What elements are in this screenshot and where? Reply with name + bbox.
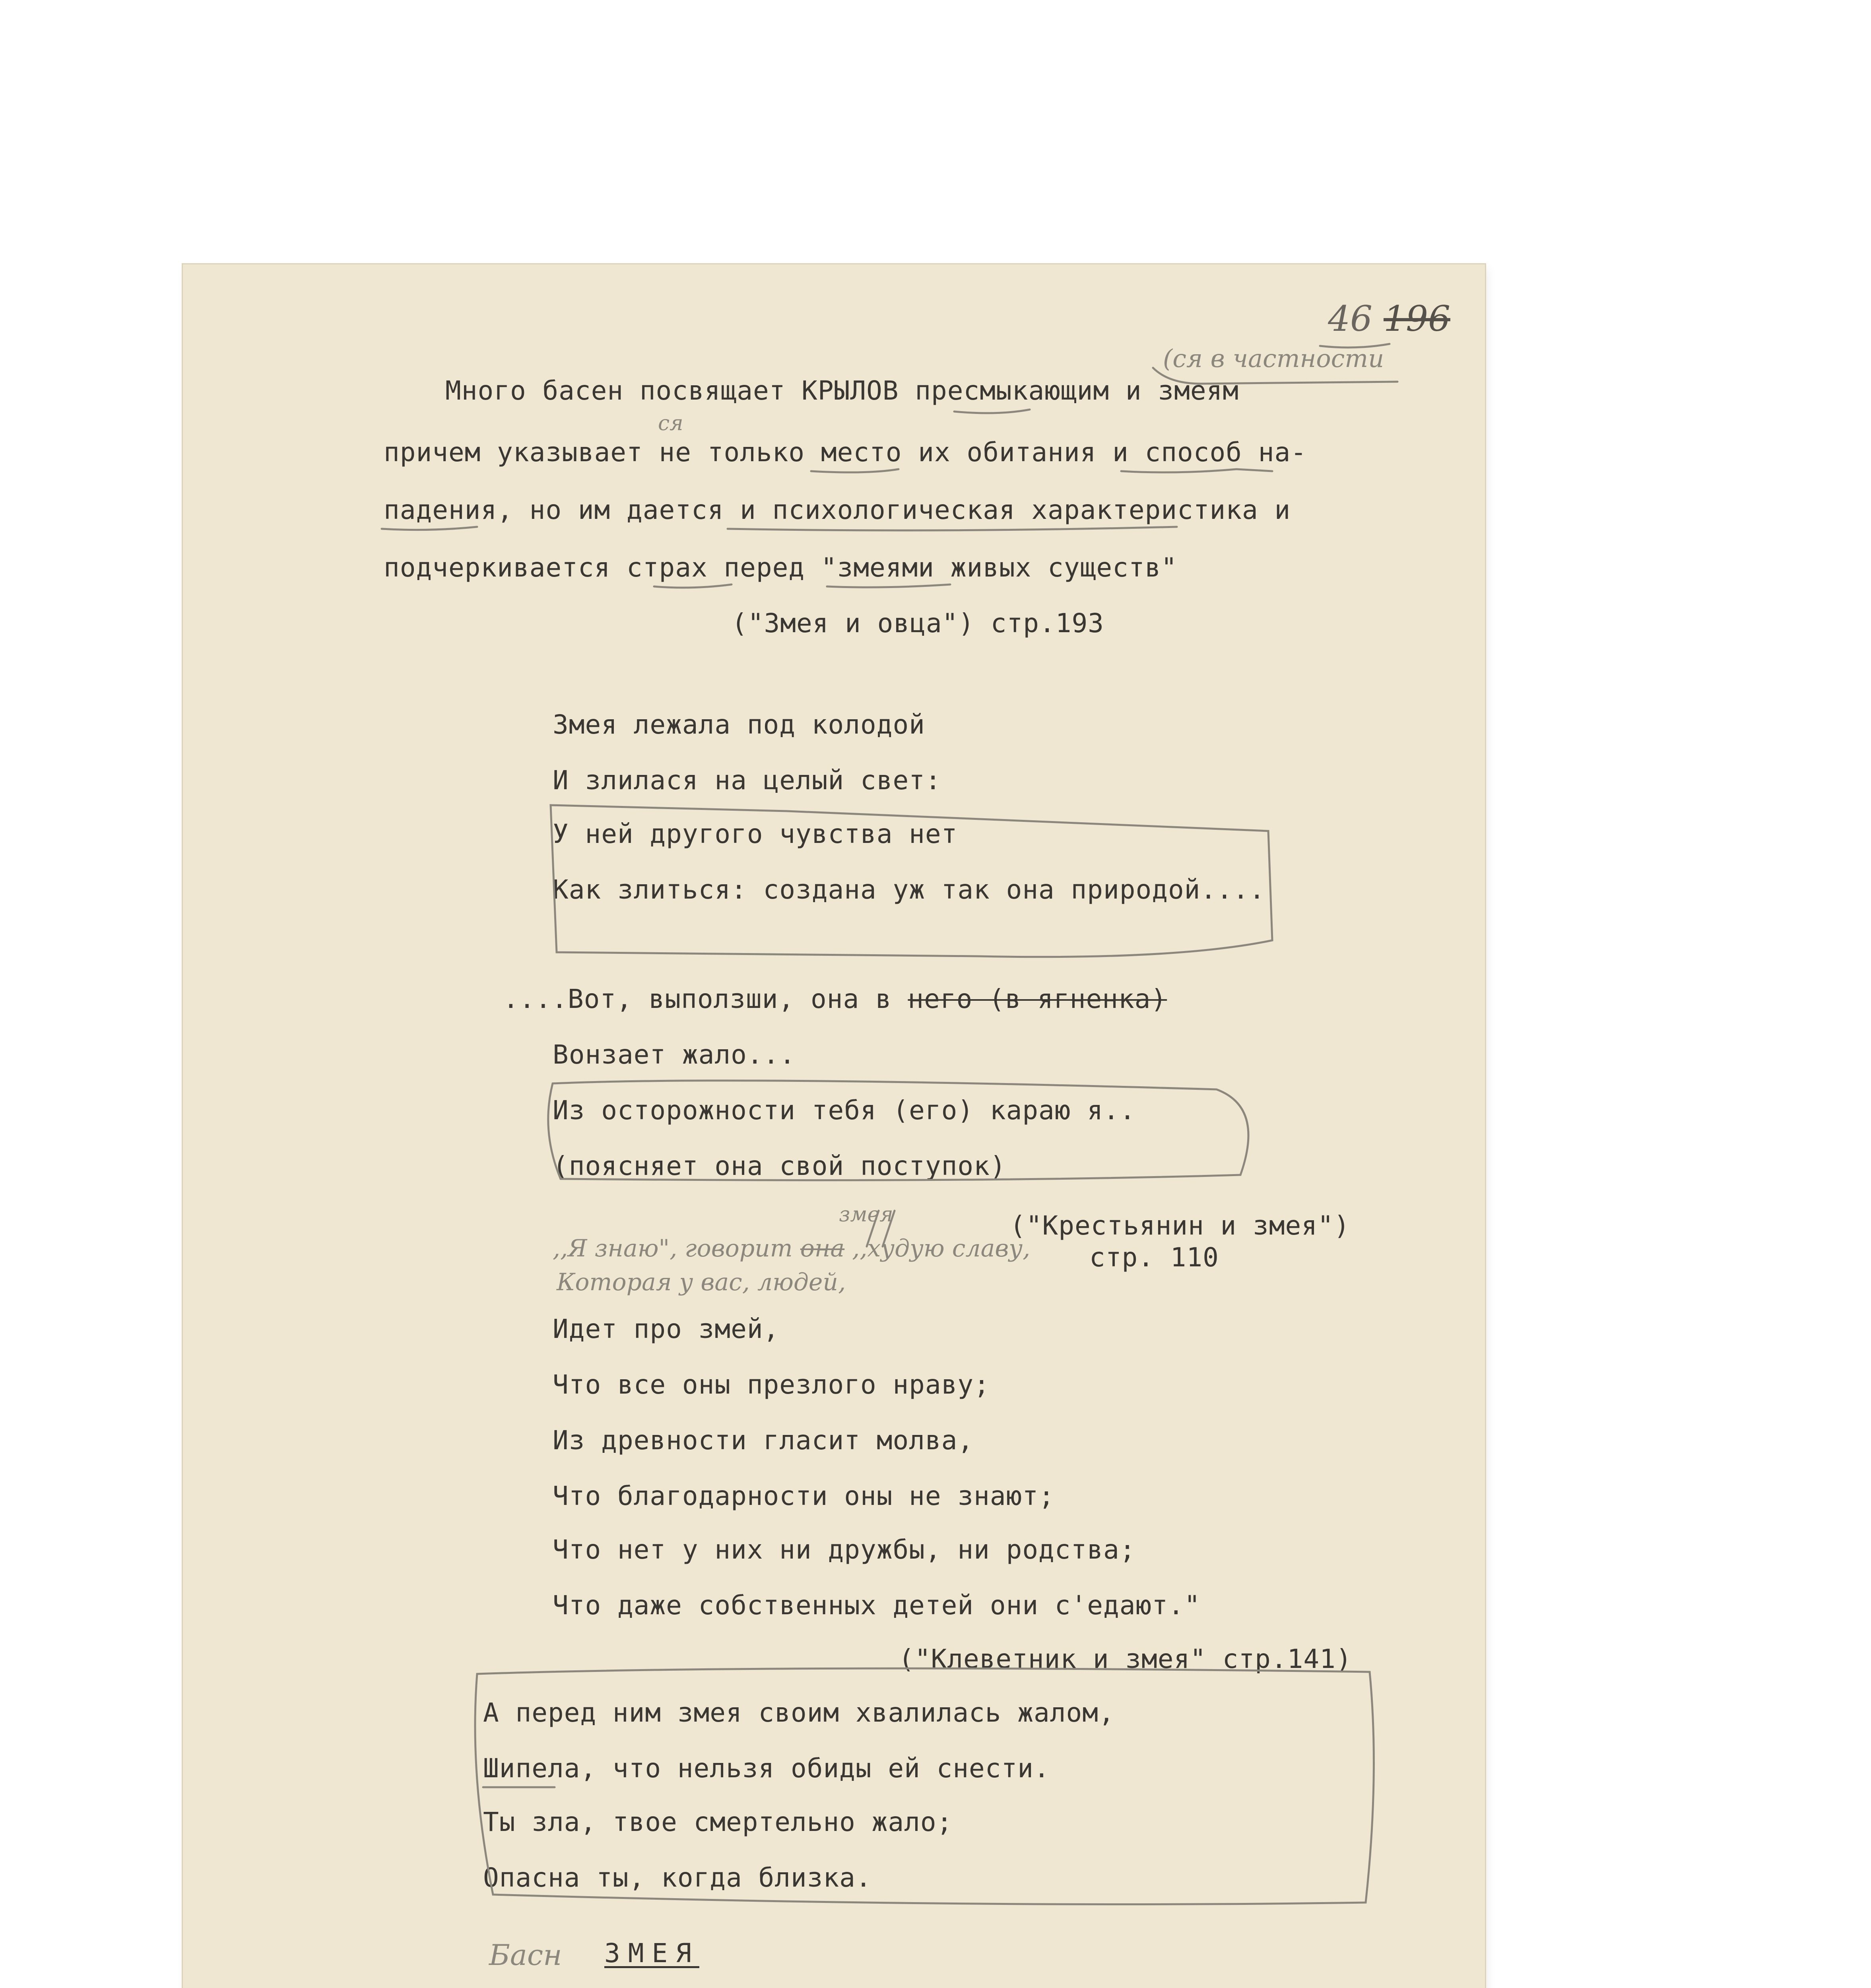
pencil-markings <box>183 264 1485 1988</box>
fable2-line-3: Из древности гласит молва, <box>553 1425 974 1456</box>
fable1-line-1: Змея лежала под колодой <box>553 709 925 740</box>
pencil-note-1-a: ,,Я знаю", говорит <box>553 1235 793 1262</box>
pencil-box <box>551 805 1272 957</box>
page-number-struck: 196 <box>1383 298 1450 339</box>
annotation-sya: ся <box>658 412 683 435</box>
fable2-line-1: Идет про змей, <box>553 1314 780 1344</box>
fable2-line-6: Что даже собственных детей они с'едают." <box>553 1590 1201 1621</box>
pencil-insert-zmeya: змея <box>839 1203 893 1227</box>
pencil-mark <box>728 527 1177 530</box>
intro-line-4: подчеркивается страх перед "змеями живых существ" <box>384 552 1178 583</box>
pencil-note-1-struck: она <box>800 1235 845 1262</box>
page-number-current: 46 <box>1328 298 1372 339</box>
fable1-line-6: Вонзает жало... <box>553 1039 796 1070</box>
fable2-source: ("Крестьянин и змея") <box>1010 1210 1350 1241</box>
pencil-box <box>548 1081 1248 1180</box>
intro-line-3: падения, но им дается и психологическая характеристика и <box>384 495 1291 525</box>
pencil-label-basn: Басн <box>489 1938 562 1972</box>
fable3-line-4: Опасна ты, когда близка. <box>483 1862 872 1893</box>
fable3-source: ("Клеветник и змея" стр.141) <box>899 1644 1352 1674</box>
fable3-line-3: Ты зла, твое смертельно жало; <box>483 1807 953 1837</box>
fable2-page: стр. 110 <box>1089 1242 1219 1273</box>
annotation-v-chastnosti: (ся в частности <box>1163 344 1384 373</box>
fable1-line-2: И злилася на целый свет: <box>553 765 941 796</box>
intro-line-1: Много басен посвящает КРЫЛОВ пресмыкающим и змеям <box>445 375 1239 406</box>
fable1-line-5-prefix: ....Вот, выползши, она в <box>503 984 908 1014</box>
fable3-line-1: А перед ним змея своим хвалилась жалом, <box>483 1697 1115 1728</box>
fable1-line-8: (поясняет она свой поступок) <box>553 1151 1006 1181</box>
pencil-mark <box>954 410 1030 413</box>
fable3-line-2-text: Шипела, что нельзя обиды ей снести. <box>483 1753 1050 1784</box>
fable2-line-2: Что все оны презлого нраву; <box>553 1369 990 1400</box>
pencil-mark <box>1153 368 1397 384</box>
fable1-line-5-struck: него (в ягненка) <box>908 984 1167 1014</box>
fable2-line-5: Что нет у них ни дружбы, ни родства; <box>553 1534 1136 1565</box>
pencil-note-line-2: Которая у вас, людей, <box>557 1268 846 1296</box>
pencil-mark <box>382 527 477 530</box>
pencil-mark <box>867 1211 895 1246</box>
pencil-box <box>475 1668 1374 1904</box>
fable1-line-4: Как злиться: создана уж так она природой.... <box>553 874 1265 905</box>
intro-line-2: причем указывает не только место их обитания и способ на- <box>384 437 1307 468</box>
document-page <box>183 264 1485 1988</box>
pencil-note-1-b: ,,худую славу, <box>852 1235 1031 1262</box>
pencil-mark <box>1320 344 1390 348</box>
fable4-title: ЗМЕЯ <box>604 1938 699 1969</box>
fable2-line-4: Что благодарности оны не знают; <box>553 1481 1055 1511</box>
fable1-line-7: Из осторожности тебя (его) караю я.. <box>553 1095 1136 1126</box>
pencil-mark <box>811 469 1272 472</box>
pencil-mark <box>654 584 950 588</box>
fable1-source: ("Змея и овца") стр.193 <box>732 608 1104 639</box>
fable1-line-3: У ней другого чувства нет <box>553 819 958 849</box>
